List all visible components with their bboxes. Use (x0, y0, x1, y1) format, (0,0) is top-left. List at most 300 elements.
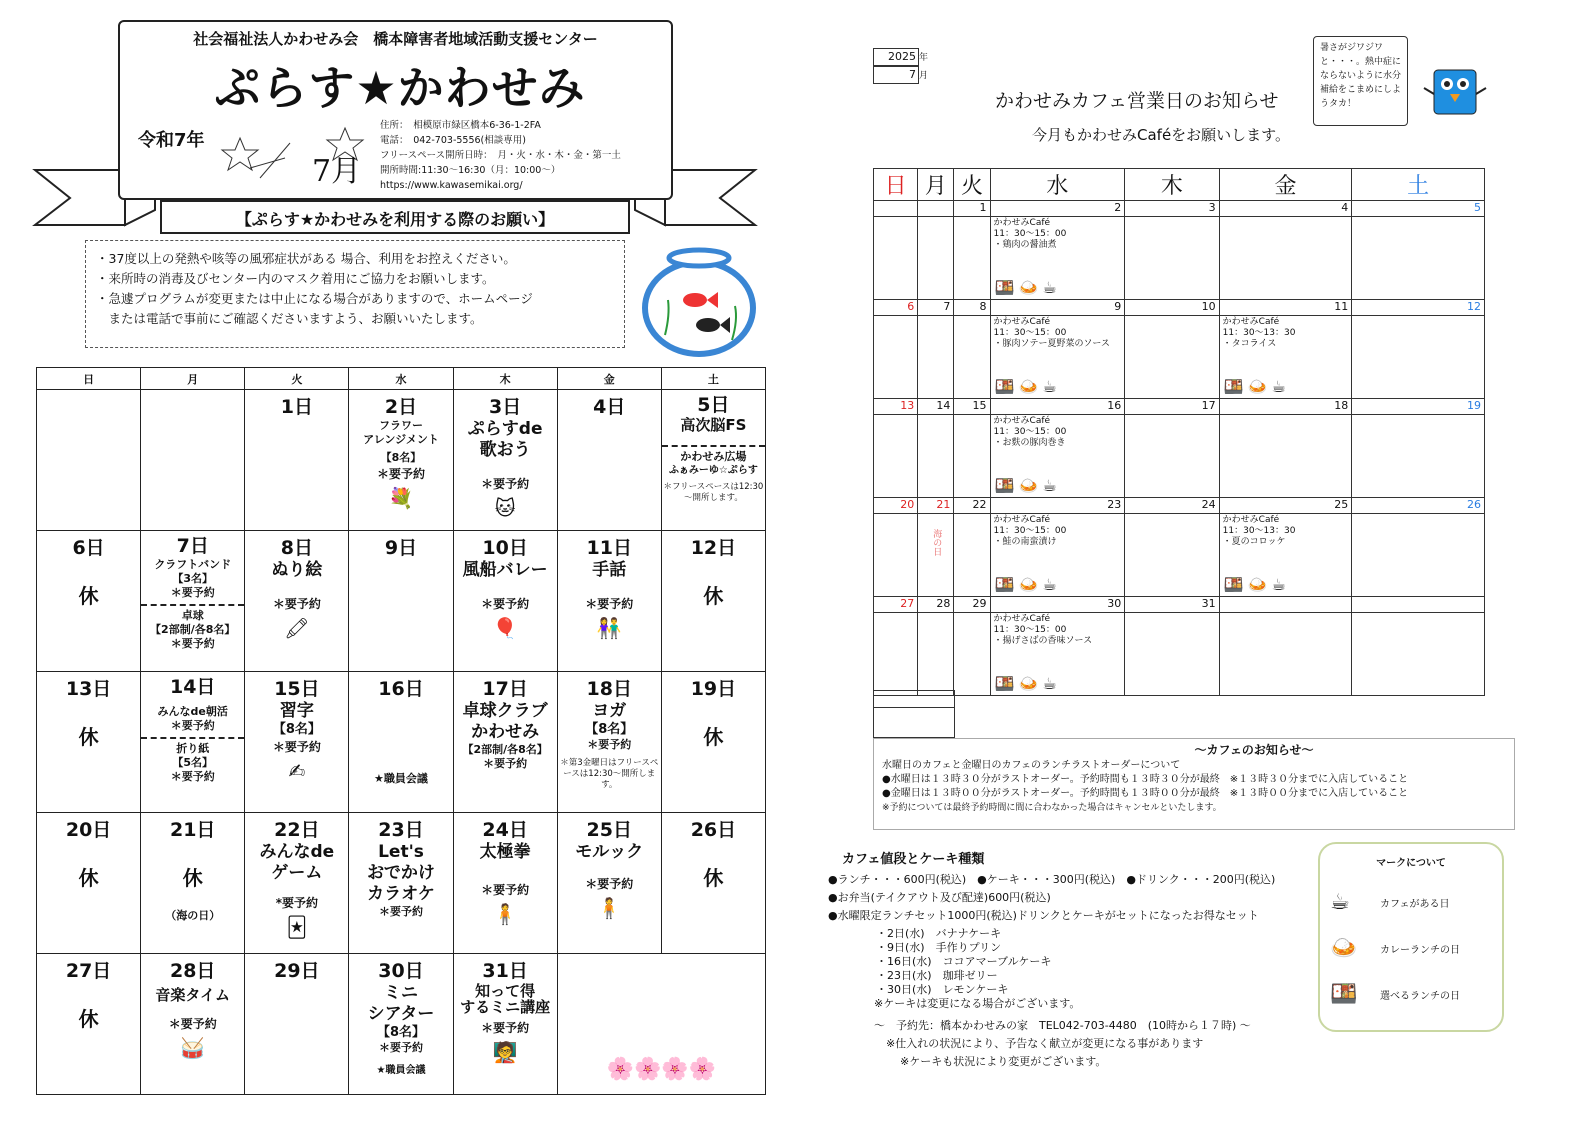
cafe-hours: 11：30～15：00 (993, 427, 1067, 437)
cafe-date-row (874, 399, 1485, 415)
cafe-date: 19 (1352, 399, 1485, 415)
cafe-day-23[interactable] (990, 514, 1125, 597)
closed-label: 休 (78, 1007, 99, 1031)
day-number: 30日 (378, 960, 424, 982)
event-name: ゲーム (271, 863, 323, 883)
cafe-menu: ・タコライス (1222, 339, 1277, 349)
cafe-hours: 11：30～15：00 (993, 328, 1067, 338)
reservation-note: ＊要予約 (170, 770, 215, 783)
day-1[interactable] (245, 390, 349, 531)
event-name: 知って得 (475, 982, 536, 1000)
calendar-week (37, 813, 766, 954)
cafe-day-30[interactable] (990, 613, 1125, 696)
event-name: Let's (378, 842, 424, 862)
address: 住所： 相模原市緑区橋本6-36-1-2FA (380, 120, 541, 131)
legend-row (1330, 879, 1492, 925)
cafe-weekday-mon: 月 (918, 169, 954, 201)
day-16[interactable] (349, 672, 453, 813)
cafe-name: かわせみCafé (993, 515, 1051, 525)
cafe-date: 20 (874, 498, 918, 514)
event-name: かわせみ広場 (680, 450, 747, 463)
cafe-notice-line: 水曜日のカフェと金曜日のカフェのランチラストオーダーについて (882, 760, 1181, 771)
day-26[interactable] (661, 813, 765, 954)
event-name: 風船バレー (462, 560, 548, 580)
event-capacity: 【8名】 (585, 722, 634, 737)
day-23[interactable] (349, 813, 453, 954)
reservation-note: ＊要予約 (481, 597, 530, 611)
event-note: ★職員会議 (376, 1065, 426, 1076)
cafe-name: かわせみCafé (993, 614, 1051, 624)
cafe-date: 28 (918, 597, 954, 613)
flower-person-icon: 💐 (388, 486, 414, 510)
open-days: フリースペース開所日時： 月・火・水・木・金・第一土 (380, 150, 621, 161)
day-number: 4日 (593, 396, 626, 418)
cards-icon: 🃏 (286, 915, 308, 939)
cafe-date: 7 (918, 300, 954, 316)
cafe-weekday-sun: 日 (874, 169, 918, 201)
price-section (828, 853, 1298, 1069)
price-row: ●ランチ・・・600円(税込) ●ケーキ・・・300円(税込) ●ドリンク・・・200円(税込) (828, 873, 1276, 886)
weekday-header (37, 368, 766, 390)
day-number: 15日 (274, 678, 320, 700)
day-14[interactable] (141, 672, 245, 813)
day-2[interactable] (349, 390, 453, 531)
event-name: するミニ講座 (460, 998, 551, 1016)
event-name: 太極拳 (479, 842, 531, 862)
cafe-date: 2 (990, 201, 1125, 217)
cafe-date: 9 (990, 300, 1125, 316)
day-6[interactable] (37, 531, 141, 672)
event-capacity: 【8名】 (376, 1025, 426, 1040)
cafe-date: 4 (1219, 201, 1352, 217)
cafe-date: 16 (990, 399, 1125, 415)
molkky-player-icon: 🧍 (596, 896, 622, 920)
taichi-person-icon: 🧍 (492, 902, 518, 926)
day-number: 6日 (72, 537, 105, 559)
cafe-weekday-sat: 土 (1352, 169, 1485, 201)
cafe-menu: ・鶏肉の醤油煮 (993, 240, 1057, 250)
closed-label: 休 (78, 584, 99, 608)
reservation-note: ＊要予約 (272, 597, 321, 611)
holiday-note: （海の日） (165, 909, 221, 922)
year-month-box (873, 48, 928, 84)
event-name: クラフトバンド (154, 558, 232, 571)
cafe-cell (918, 217, 954, 300)
day-17[interactable] (453, 672, 557, 813)
cafe-name: かわせみCafé (993, 317, 1051, 327)
cafe-menu: ・鮭の南蛮漬け (993, 537, 1057, 547)
day-number: 3日 (489, 396, 522, 418)
cafe-cell (1125, 613, 1219, 696)
cafe-calendar (873, 168, 1485, 696)
day-19[interactable] (661, 672, 765, 813)
cafe-lunch-icons: 🍱🍛☕ (1223, 575, 1290, 594)
cafe-date: 5 (1352, 201, 1485, 217)
cafe-cell (874, 514, 918, 597)
day-number: 17日 (482, 678, 528, 700)
event-name: ぬり絵 (271, 560, 323, 580)
cafe-cell (874, 217, 918, 300)
cake-item: ・9日(水) 手作りプリン (876, 941, 1002, 954)
day-8[interactable] (245, 531, 349, 672)
cafe-weekday-thu: 木 (1125, 169, 1219, 201)
day-number: 19日 (690, 678, 737, 700)
cafe-body-row (874, 613, 1485, 696)
day-15[interactable] (245, 672, 349, 813)
day-10[interactable] (453, 531, 557, 672)
day-number: 18日 (586, 678, 632, 700)
event-name: みんなde朝活 (157, 705, 228, 718)
cafe-cell (954, 316, 990, 399)
cafe-lunch-icons: 🍱🍛☕ (994, 377, 1061, 396)
cafe-date: 24 (1125, 498, 1219, 514)
cake-item: ・30日(水) レモンケーキ (876, 983, 1009, 996)
reservation-note: ＊要予約 (378, 905, 423, 918)
day-4[interactable] (557, 390, 661, 531)
grid-divider (874, 707, 954, 708)
cafe-lunch-icons: 🍱🍛☕ (994, 674, 1061, 693)
reservation-note: ＊要予約 (170, 586, 215, 599)
cafe-cell (874, 415, 918, 498)
mark-legend-title: マークについて (1376, 858, 1446, 869)
website-link[interactable]: https://www.kawasemikai.org/ (380, 180, 523, 191)
weekday-tue: 火 (245, 368, 349, 390)
cake-item: ・23日(水) 珈琲ゼリー (876, 969, 998, 982)
event-name: ぷらすde (467, 419, 543, 439)
cafe-date: 13 (874, 399, 918, 415)
mark-legend (1318, 842, 1504, 1032)
cafe-body-row (874, 415, 1485, 498)
cafe-date (1219, 597, 1352, 613)
day-27[interactable] (37, 954, 141, 1095)
weekday-sun: 日 (37, 368, 141, 390)
cafe-weekday-tue: 火 (954, 169, 990, 201)
cafe-date: 15 (954, 399, 990, 415)
day-20[interactable] (37, 813, 141, 954)
day-24[interactable] (453, 813, 557, 954)
month-value: 7 (873, 66, 919, 84)
program-calendar (36, 367, 766, 1095)
cafe-notice-line: ●水曜日は１３時３０分がラストオーダー。予約時間も１３時３０分が最終 ※１３時３０分までに入店していること (882, 774, 1409, 785)
day-number: 8日 (280, 537, 313, 559)
cafe-weekday-header (874, 169, 1485, 201)
event-capacity: 【5名】 (172, 756, 214, 769)
cafe-cell (1352, 514, 1485, 597)
newsletter-title: ぷらす★かわせみ (214, 61, 586, 115)
notice-box (85, 240, 625, 348)
notice-title: 【ぷらす★かわせみを利用する際のお願い】 (235, 210, 555, 229)
cafe-date: 23 (990, 498, 1125, 514)
event-note: ＊フリースペースは12:30～開所します。 (663, 482, 764, 503)
cafe-date-row (874, 300, 1485, 316)
day-split (141, 604, 244, 651)
price-row: ●水曜限定ランチセット1000円(税込)ドリンクとケーキがセットになったお得なセット (828, 909, 1259, 922)
cafe-day-2[interactable] (990, 217, 1125, 300)
day-number: 7日 (176, 535, 209, 557)
era-year: 令和7年 (138, 130, 205, 151)
reservation-note: ＊要予約 (168, 1017, 217, 1031)
cafe-date: 14 (918, 399, 954, 415)
cafe-cell (1352, 217, 1485, 300)
fishbowl-icon (640, 240, 758, 358)
cafe-hours: 11：30～13：30 (1222, 526, 1296, 536)
day-number: 2日 (384, 396, 418, 418)
cafe-date-row (874, 498, 1485, 514)
day-number: 5日 (697, 394, 730, 416)
day-number: 11日 (586, 537, 632, 559)
cafe-title: かわせみカフェ営業日のお知らせ (995, 90, 1279, 112)
day-21[interactable] (141, 813, 245, 954)
cafe-hours: 11：30～15：00 (993, 526, 1067, 536)
cafe-date: 12 (1352, 300, 1485, 316)
child-drawing-icon: 🖍 (284, 616, 310, 640)
notice-line: ・来所時の消毒及びセンター内のマスク着用にご協力をお願いします。 (96, 271, 495, 286)
cafe-day-25[interactable] (1219, 514, 1352, 597)
instruments-icon: 🥁 (180, 1036, 206, 1060)
reservation-note: ＊要予約 (272, 740, 321, 754)
cat-icon: 🐱 (494, 496, 516, 520)
cafe-name: かわせみCafé (1222, 515, 1280, 525)
cafe-cell (874, 613, 918, 696)
event-name: カラオケ (367, 884, 435, 904)
cafe-menu: ・夏のコロッケ (1222, 537, 1286, 547)
legend-row (1330, 925, 1492, 971)
event-name: ヨガ (592, 701, 627, 721)
cafe-date (874, 201, 918, 217)
day-number: 20日 (65, 819, 112, 841)
cafe-hours: 11：30～15：00 (993, 229, 1067, 239)
cafe-menu: ・豚肉ソテー夏野菜のソース (993, 339, 1110, 349)
closed-label: 休 (182, 866, 203, 890)
reservation-note: ＊要予約 (483, 757, 528, 770)
cafe-lunch-icons: 🍱🍛☕ (1223, 377, 1290, 396)
reservation-note: ＊要予約 (587, 738, 632, 751)
day-empty (557, 954, 765, 1095)
event-name: みんなde (259, 842, 335, 862)
balloon-icon: 🎈 (492, 616, 518, 640)
event-name: シアター (367, 1004, 435, 1024)
event-name: 手話 (592, 560, 627, 580)
day-number: 31日 (482, 960, 528, 982)
event-name: ミニ (383, 983, 418, 1003)
legend-row (1330, 971, 1492, 1017)
speech-bubble: 暑さがジワジワと・・・。熱中症にならないように水分補給をこまめにしようタカ！ (1313, 36, 1408, 126)
day-31[interactable] (453, 954, 557, 1095)
cafe-cell (1125, 415, 1219, 498)
cafe-date: 29 (954, 597, 990, 613)
cafe-hours: 11：30～13：30 (1222, 328, 1296, 338)
reservation-contact: ～ 予約先：橋本かわせみの家 TEL042-703-4480 (10時から１７時) ～ (874, 1019, 1251, 1032)
curry-icon: 🍛 (1330, 935, 1358, 961)
cafe-cell (954, 217, 990, 300)
calendar-week (37, 954, 766, 1095)
cafe-name: かわせみCafé (1222, 317, 1280, 327)
cafe-day-9[interactable] (990, 316, 1125, 399)
weekday-fri: 金 (557, 368, 661, 390)
notice-line: ・急遽プログラムが変更または中止になる場合がありますので、ホームページ (96, 291, 533, 306)
day-number: 23日 (378, 819, 424, 841)
day-22[interactable] (245, 813, 349, 954)
day-empty (37, 390, 141, 531)
day-number: 28日 (169, 960, 216, 982)
cafe-date: 11 (1219, 300, 1352, 316)
choice-lunch-icon: 🍱 (1330, 981, 1358, 1007)
price-title: カフェ値段とケーキ種類 (842, 852, 985, 867)
cafe-cell (954, 415, 990, 498)
legend-label: カフェがある日 (1380, 898, 1450, 910)
event-name: 音楽タイム (155, 986, 231, 1004)
calendar-week (37, 390, 766, 531)
calligraphy-icon: ✍ (288, 759, 306, 783)
legend-label: カレーランチの日 (1380, 944, 1460, 956)
cafe-date: 30 (990, 597, 1125, 613)
cake-item: ・16日(水) ココアマーブルケーキ (876, 955, 1052, 968)
closed-label: 休 (703, 584, 724, 608)
day-number: 1日 (280, 396, 313, 418)
day-number: 9日 (384, 537, 418, 559)
cafe-body-row (874, 514, 1485, 597)
cafe-cell (918, 415, 954, 498)
cafe-cell (918, 613, 954, 696)
event-capacity: 【8名】 (380, 451, 422, 464)
day-number: 26日 (690, 819, 737, 841)
cafe-date: 6 (874, 300, 918, 316)
reservation-note: ＊要予約 (170, 637, 215, 650)
weekday-wed: 水 (349, 368, 453, 390)
reservation-note: ＊要予約 (481, 883, 530, 897)
cafe-cell (1125, 316, 1219, 399)
cafe-notice-title: ～カフェのお知らせ～ (1194, 743, 1314, 757)
day-number: 27日 (65, 960, 112, 982)
cafe-lunch-icons: 🍱🍛☕ (994, 278, 1061, 297)
kingfisher-mascot-icon (1422, 64, 1488, 122)
closed-label: 休 (703, 725, 724, 749)
event-capacity: 【3名】 (172, 572, 214, 585)
day-29[interactable] (245, 954, 349, 1095)
cafe-cell (1219, 415, 1352, 498)
reservation-note: ＊要予約 (378, 1041, 423, 1054)
day-number: 13日 (65, 678, 112, 700)
day-number: 14日 (169, 676, 216, 698)
cafe-menu: ・お麩の豚肉巻き (993, 438, 1066, 448)
reservation-note: ＊要予約 (170, 719, 215, 732)
event-name: 高次脳FS (680, 416, 747, 434)
cafe-date: 26 (1352, 498, 1485, 514)
day-empty (141, 390, 245, 531)
cafe-name: かわせみCafé (993, 416, 1051, 426)
cafe-day-11[interactable] (1219, 316, 1352, 399)
day-number: 25日 (586, 819, 632, 841)
blank-grid (873, 690, 955, 738)
event-name: モルック (575, 842, 644, 862)
cafe-date (1352, 597, 1485, 613)
cafe-body-row (874, 316, 1485, 399)
day-9[interactable] (349, 531, 453, 672)
phone: 電話： 042-703-5556(相談専用) (380, 135, 526, 146)
cafe-date: 8 (954, 300, 990, 316)
cafe-cell (1352, 415, 1485, 498)
cafe-date: 3 (1125, 201, 1219, 217)
notice-line: ・37度以上の発熱や咳等の風邪症状がある 場合、利用をお控えください。 (96, 251, 516, 266)
cafe-weekday-fri: 金 (1219, 169, 1352, 201)
event-note: ＊第3金曜日はフリースペースは12:30～開所します。 (560, 758, 659, 790)
cafe-date: 10 (1125, 300, 1219, 316)
day-13[interactable] (37, 672, 141, 813)
calendar-week (37, 672, 766, 813)
month-unit: 月 (919, 71, 929, 81)
day-30[interactable] (349, 954, 453, 1095)
event-name: かわせみ (471, 722, 540, 742)
reservation-note: ＊要予約 (481, 477, 530, 491)
event-name: おでかけ (367, 863, 435, 883)
cafe-lunch-icons: 🍱🍛☕ (994, 476, 1061, 495)
day-number: 10日 (482, 537, 528, 559)
event-name: フラワー アレンジメント (363, 419, 439, 446)
weekday-thu: 木 (453, 368, 557, 390)
cake-change-note: ※ケーキも状況により変更がございます。 (900, 1055, 1107, 1068)
cafe-notice-line: ●金曜日は１３時００分がラストオーダー。予約時間も１３時００分が最終 ※１３時００分までに入店していること (882, 788, 1409, 799)
day-3[interactable] (453, 390, 557, 531)
cake-item: ・2日(水) バナナケーキ (876, 927, 1002, 940)
day-split (662, 445, 765, 504)
cafe-date: 18 (1219, 399, 1352, 415)
event-name: ふぁみーゆ☆ぷらす (668, 465, 758, 476)
day-number: 22日 (274, 819, 320, 841)
cafe-date (918, 201, 954, 217)
event-note: ★職員会議 (374, 772, 428, 785)
cafe-date: 22 (954, 498, 990, 514)
day-25[interactable] (557, 813, 661, 954)
day-12[interactable] (661, 531, 765, 672)
month-label: 7月 (312, 154, 362, 189)
cafe-date: 31 (1125, 597, 1219, 613)
event-name: 歌おう (479, 440, 531, 460)
cafe-menu: ・揚げさばの香味ソース (993, 636, 1093, 646)
closed-label: 休 (78, 725, 99, 749)
cafe-cell (874, 316, 918, 399)
event-name: 折り紙 (176, 742, 210, 755)
event-name: 卓球 (181, 609, 204, 622)
event-name: 卓球クラブ (462, 701, 548, 721)
event-capacity: 【8名】 (272, 722, 321, 737)
day-28[interactable] (141, 954, 245, 1095)
cafe-cell (954, 514, 990, 597)
reservation-note: ＊要予約 (376, 467, 425, 481)
day-5[interactable] (661, 390, 765, 531)
lecture-icon: 🧑‍🏫 (492, 1040, 518, 1064)
cafe-day-16[interactable] (990, 415, 1125, 498)
cafe-cell (1219, 613, 1352, 696)
coffee-cup-icon: ☕ (1330, 889, 1350, 915)
cafe-date: 17 (1125, 399, 1219, 415)
umi-no-hi-label: 海の日 (931, 529, 942, 556)
day-number: 21日 (169, 819, 216, 841)
reservation-note: *要予約 (275, 896, 318, 910)
event-capacity: 【2部制/各8名】 (462, 743, 548, 756)
center-info (380, 118, 621, 193)
year-unit: 年 (919, 53, 929, 63)
day-number: 29日 (274, 960, 320, 982)
reservation-note: ＊要予約 (585, 597, 634, 611)
day-11[interactable] (557, 531, 661, 672)
day-7[interactable] (141, 531, 245, 672)
calendar-week (37, 531, 766, 672)
cafe-cell-holiday (918, 514, 954, 597)
cafe-date-row (874, 597, 1485, 613)
cafe-date-row (874, 201, 1485, 217)
day-18[interactable] (557, 672, 661, 813)
closed-label: 休 (703, 866, 724, 890)
